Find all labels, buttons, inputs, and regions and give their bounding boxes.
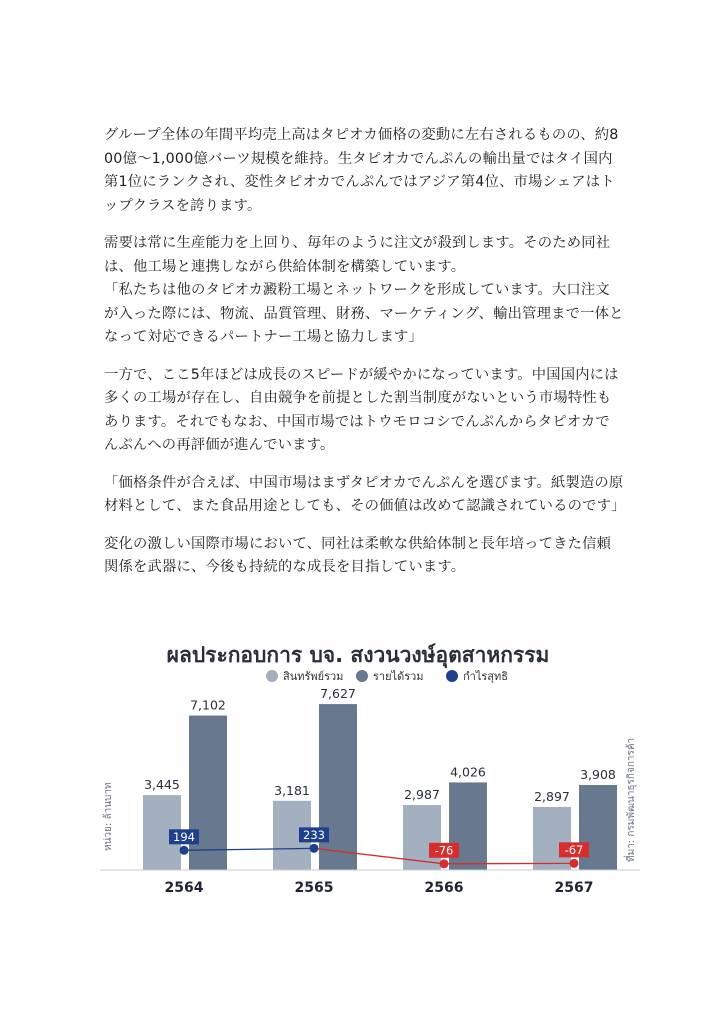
paragraph-4-quote: 「価格条件が合えば、中国市場はまずタピオカでんぷんを選びます。紙製造の原材料として、また食品用途としても、その価値は改めて認識されているのです」 [104, 474, 626, 514]
legend-swatch-2 [446, 670, 458, 682]
legend-swatch-0 [266, 670, 278, 682]
paragraph-3: 一方で、ここ5年ほどは成長のスピードが緩やかになっています。中国国内には多くの工場が存在し、自由競争を前提とした割当制度がないという市場特性もあります。それでもなお、中国市場ではトウモロコシでんぷんからタピオカでんぷんへの再評価が進んでいます。 [104, 366, 619, 453]
profit-label-2565: 233 [303, 827, 325, 842]
bar-label-revenue-2567: 3,908 [580, 767, 616, 783]
bar-label-assets-2564: 3,445 [144, 777, 180, 793]
article-body [104, 124, 624, 580]
legend-label-0: สินทรัพย์รวม [283, 670, 344, 683]
bar-assets-2567 [533, 807, 571, 870]
category-label-2566: 2566 [424, 880, 464, 896]
profit-point-2564 [180, 846, 189, 855]
category-label-2564: 2564 [164, 880, 204, 896]
bar-label-assets-2567: 2,897 [534, 788, 570, 804]
chart-title: ผลประกอบการ บจ. สงวนวงษ์อุตสาหกรรม [166, 643, 550, 667]
profit-label-2566: -76 [434, 843, 454, 858]
paragraph-5: 変化の激しい国際市場において、同社は柔軟な供給体制と長年培ってきた信頼関係を武器に、今後も持続的な成長を目指しています。 [104, 535, 612, 575]
bar-revenue-2564 [189, 716, 227, 870]
chart-unit-label: หน่วย: ล้านบาท [103, 782, 114, 851]
category-label-2567: 2567 [554, 880, 594, 896]
bar-label-assets-2565: 3,181 [274, 782, 310, 798]
category-label-2565: 2565 [294, 880, 334, 896]
profit-point-2566 [440, 859, 449, 868]
performance-chart [100, 636, 640, 908]
chart-category-labels [165, 880, 594, 896]
profit-point-2565 [310, 844, 319, 853]
legend-label-1: รายได้รวม [373, 670, 424, 683]
bar-label-revenue-2566: 4,026 [450, 764, 486, 780]
legend-label-2: กำไรสุทธิ [463, 670, 508, 683]
profit-label-2567: -67 [564, 842, 584, 857]
chart-source-label: ที่มา: กรมพัฒนาธุรกิจการค้า [626, 737, 637, 862]
bar-label-revenue-2564: 7,102 [190, 697, 226, 713]
bar-label-revenue-2565: 7,627 [320, 686, 356, 702]
paragraph-1: グループ全体の年間平均売上高はタピオカ価格の変動に左右されるものの、約800億〜1,000億バーツ規模を維持。生タピオカでんぷんの輸出量ではタイ国内第1位にランクされ、変性タピオカでんぷんではアジア第4位、市場シェアはトップクラスを誇ります。 [104, 127, 619, 214]
paragraph-2-quote: 「私たちは他のタピオカ澱粉工場とネットワークを形成しています。大口注文が入った際には、物流、品質管理、財務、マーケティング、輸出管理まで一体となって対応できるパートナー工場と協力します」 [104, 282, 624, 345]
bar-revenue-2565 [319, 704, 357, 870]
profit-label-2564: 194 [173, 829, 195, 844]
chart-profit-line [169, 827, 589, 868]
legend-swatch-1 [356, 670, 368, 682]
bar-label-assets-2566: 2,987 [404, 787, 440, 803]
paragraph-2: 需要は常に生産能力を上回り、毎年のように注文が殺到します。そのため同社は、他工場と連携しながら供給体制を構築しています。 [104, 235, 611, 275]
chart-legend [266, 670, 508, 683]
chart-bars [143, 686, 617, 870]
profit-point-2567 [570, 859, 579, 868]
